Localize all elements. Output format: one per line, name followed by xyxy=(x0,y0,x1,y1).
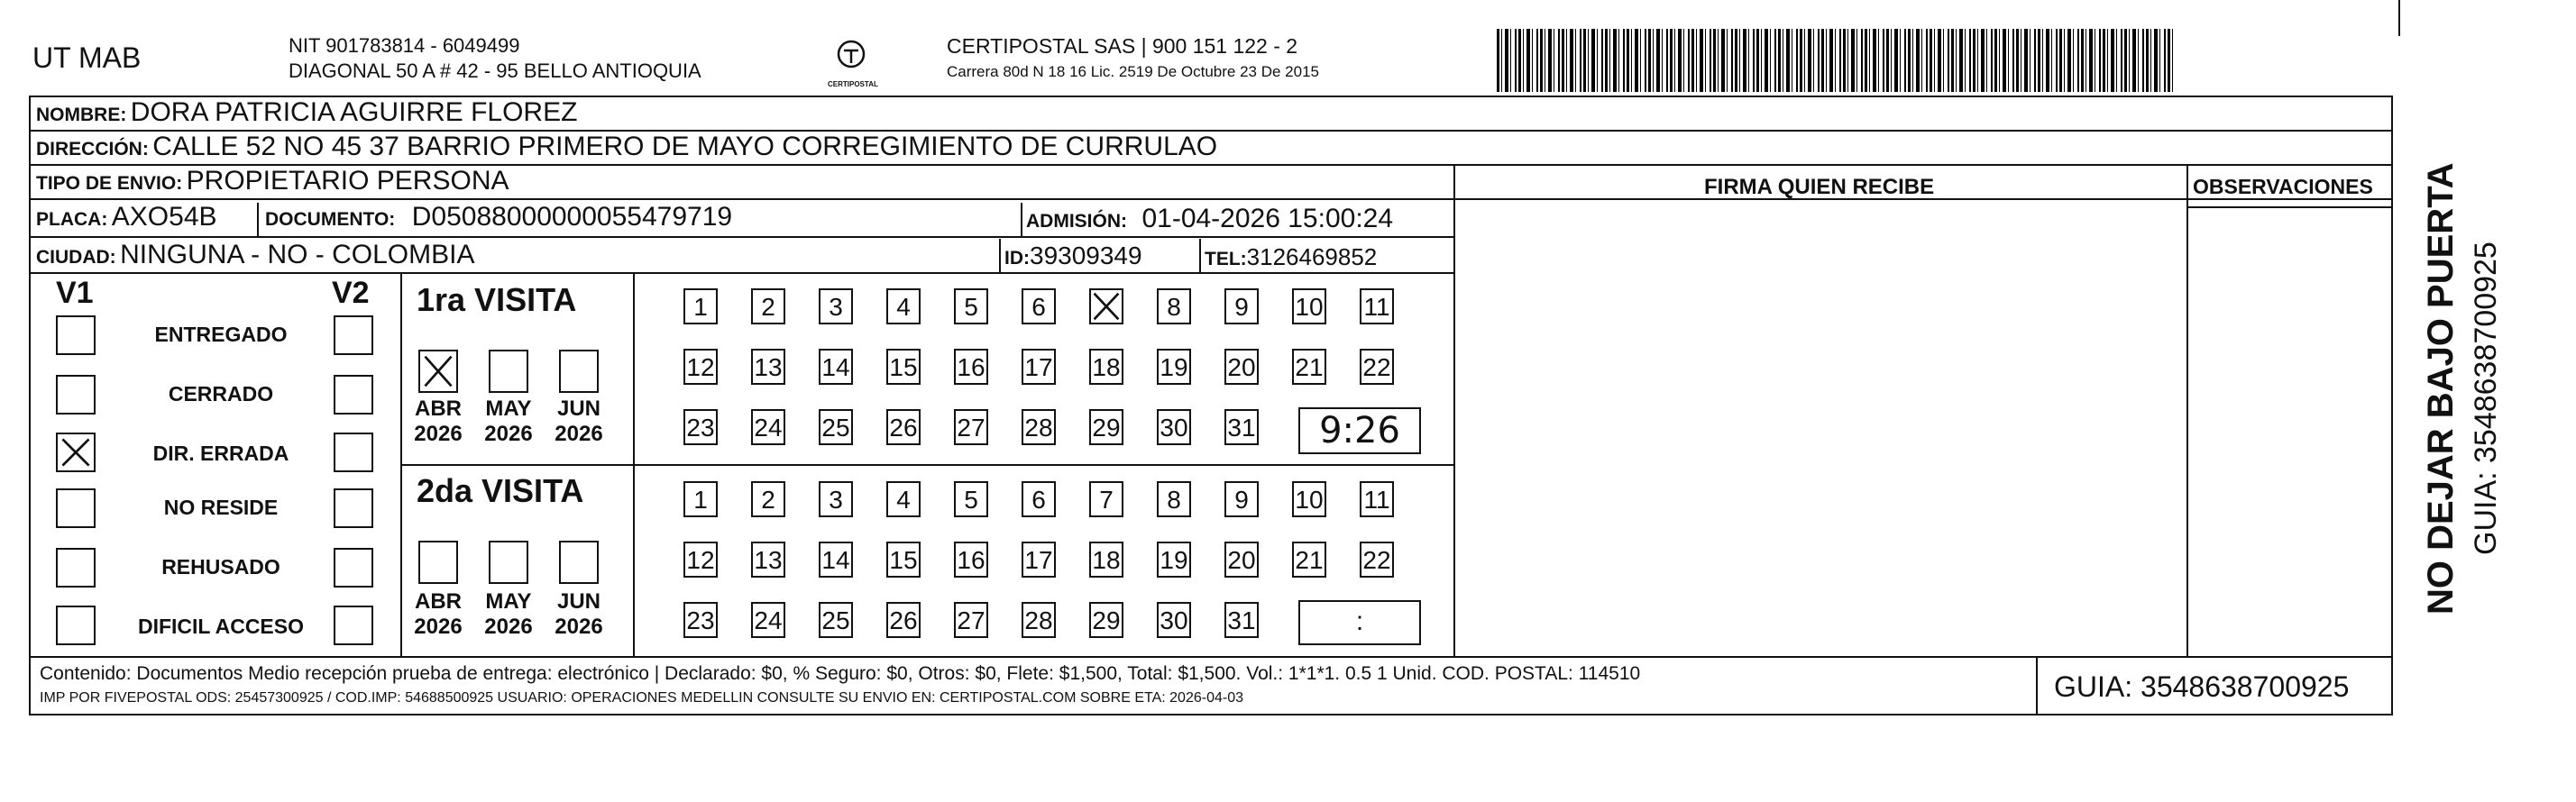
visit2-day-14[interactable]: 14 xyxy=(819,542,853,578)
visit2-month-jun-label: JUN 2026 xyxy=(555,589,603,639)
v1-checkbox-entregado[interactable] xyxy=(56,315,96,355)
v2-checkbox-cerrado[interactable] xyxy=(334,375,373,415)
visit1-day-3[interactable]: 3 xyxy=(819,288,853,324)
v1-checkbox-cerrado[interactable] xyxy=(56,375,96,415)
visit2-day-7[interactable]: 7 xyxy=(1089,481,1123,517)
company-name: CERTIPOSTAL SAS | 900 151 122 - 2 xyxy=(947,34,1298,58)
x-mark-icon xyxy=(1091,290,1122,323)
ciudad-field xyxy=(36,240,474,270)
tel-value: 3126469852 xyxy=(1246,243,1378,270)
status-label-entregado: ENTREGADO xyxy=(154,323,288,346)
visit1-day-11[interactable]: 11 xyxy=(1360,288,1394,324)
visit2-day-4[interactable]: 4 xyxy=(886,481,921,517)
barcode xyxy=(1497,29,2173,92)
direccion-label: DIRECCIÓN: xyxy=(36,139,149,159)
visit2-day-27[interactable]: 27 xyxy=(954,602,988,638)
visit1-day-16[interactable]: 16 xyxy=(954,349,988,385)
visit1-day-15[interactable]: 15 xyxy=(886,349,921,385)
visit2-day-13[interactable]: 13 xyxy=(751,542,785,578)
visit1-day-10[interactable]: 10 xyxy=(1292,288,1326,324)
visit1-day-7[interactable] xyxy=(1089,288,1123,324)
visit1-day-6[interactable]: 6 xyxy=(1022,288,1056,324)
placa-label: PLACA: xyxy=(36,209,108,230)
visit2-title: 2da VISITA xyxy=(417,472,584,509)
visit2-day-2[interactable]: 2 xyxy=(751,481,785,517)
status-label-rehusado: REHUSADO xyxy=(161,555,280,579)
visit2-month-abr-label: ABR 2026 xyxy=(414,589,463,639)
visit2-day-21[interactable]: 21 xyxy=(1292,542,1326,578)
visit1-day-1[interactable]: 1 xyxy=(683,288,718,324)
v1-label: V1 xyxy=(56,276,94,310)
nombre-value: DORA PATRICIA AGUIRRE FLOREZ xyxy=(130,97,578,127)
status-label-no-reside: NO RESIDE xyxy=(163,496,279,519)
visit1-day-8[interactable]: 8 xyxy=(1157,288,1191,324)
placa-field xyxy=(36,202,217,232)
direccion-row xyxy=(36,132,1217,162)
visit2-day-17[interactable]: 17 xyxy=(1022,542,1056,578)
v1-checkbox-dificil-acceso[interactable] xyxy=(56,606,96,645)
admision-label: ADMISIÓN: xyxy=(1026,211,1127,232)
visit1-day-19[interactable]: 19 xyxy=(1157,349,1191,385)
ciudad-label: CIUDAD: xyxy=(36,247,116,268)
visit1-day-2[interactable]: 2 xyxy=(751,288,785,324)
visit2-day-19[interactable]: 19 xyxy=(1157,542,1191,578)
visit2-day-29[interactable]: 29 xyxy=(1089,602,1123,638)
documento-label: DOCUMENTO: xyxy=(265,209,396,230)
tipo-value: PROPIETARIO PERSONA xyxy=(186,166,509,196)
visit2-day-30[interactable]: 30 xyxy=(1157,602,1191,638)
v2-label: V2 xyxy=(332,276,370,310)
admision-value: 01-04-2026 15:00:24 xyxy=(1141,204,1394,233)
visit2-day-25[interactable]: 25 xyxy=(819,602,853,638)
visit1-day-4[interactable]: 4 xyxy=(886,288,921,324)
visit2-day-24[interactable]: 24 xyxy=(751,602,785,638)
admision-field xyxy=(1026,204,1393,234)
footer-print-info: IMP POR FIVEPOSTAL ODS: 25457300925 / COD.IMP: 54688500925 USUARIO: OPERACIONES MEDELLIN CONSULTE SU ENVIO EN: CERTIPOSTAL.COM SOBRE ETA: 2026-04-03 xyxy=(40,690,1243,706)
visit2-month-abr-checkbox[interactable] xyxy=(418,541,458,584)
visit2-day-18[interactable]: 18 xyxy=(1089,542,1123,578)
visit2-day-9[interactable]: 9 xyxy=(1224,481,1259,517)
visit2-day-22[interactable]: 22 xyxy=(1360,542,1394,578)
v2-checkbox-no-reside[interactable] xyxy=(334,488,373,528)
documento-value: D05088000000055479719 xyxy=(411,202,733,232)
nombre-row xyxy=(36,97,577,128)
visit1-month-abr-label: ABR 2026 xyxy=(414,396,463,446)
v2-checkbox-entregado[interactable] xyxy=(334,315,373,355)
visit1-day-28[interactable]: 28 xyxy=(1022,409,1056,445)
v2-checkbox-rehusado[interactable] xyxy=(334,548,373,588)
sender-address: DIAGONAL 50 A # 42 - 95 BELLO ANTIOQUIA xyxy=(289,59,701,82)
visit2-day-26[interactable]: 26 xyxy=(886,602,921,638)
tel-field xyxy=(1205,243,1377,271)
status-label-dificil-acceso: DIFICIL ACCESO xyxy=(137,615,304,638)
visit1-day-14[interactable]: 14 xyxy=(819,349,853,385)
visit1-month-abr-checkbox[interactable] xyxy=(418,350,458,393)
nombre-label: NOMBRE: xyxy=(36,105,127,125)
visit1-day-25[interactable]: 25 xyxy=(819,409,853,445)
x-mark-icon xyxy=(420,351,456,391)
status-label-cerrado: CERRADO xyxy=(168,382,274,406)
visit2-day-8[interactable]: 8 xyxy=(1157,481,1191,517)
visit2-day-12[interactable]: 12 xyxy=(683,542,718,578)
tel-label: TEL: xyxy=(1205,249,1247,269)
visit2-month-may-label: MAY 2026 xyxy=(484,589,533,639)
sender-name: UT MAB xyxy=(32,41,142,74)
logo-text: CERTIPOSTAL xyxy=(828,80,878,88)
direccion-value: CALLE 52 NO 45 37 BARRIO PRIMERO DE MAYO CORREGIMIENTO DE CURRULAO xyxy=(152,132,1218,161)
visit1-day-26[interactable]: 26 xyxy=(886,409,921,445)
visit1-month-jun-label: JUN 2026 xyxy=(555,396,603,446)
visit2-day-6[interactable]: 6 xyxy=(1022,481,1056,517)
observaciones-header: OBSERVACIONES xyxy=(2193,175,2373,198)
documento-field xyxy=(265,202,732,232)
side-guia: GUIA: 3548638700925 xyxy=(2469,242,2503,555)
visit1-title: 1ra VISITA xyxy=(417,281,577,318)
tipo-label: TIPO DE ENVIO: xyxy=(36,173,183,194)
visit1-day-20[interactable]: 20 xyxy=(1224,349,1259,385)
v1-checkbox-no-reside[interactable] xyxy=(56,488,96,528)
visit1-month-may-checkbox[interactable] xyxy=(489,350,528,393)
footer-guia: GUIA: 3548638700925 xyxy=(2054,670,2350,703)
status-label-dir-errada: DIR. ERRADA xyxy=(152,442,289,465)
visit2-day-11[interactable]: 11 xyxy=(1360,481,1394,517)
visit2-month-may-checkbox[interactable] xyxy=(489,541,528,584)
visit1-day-21[interactable]: 21 xyxy=(1292,349,1326,385)
v2-checkbox-dificil-acceso[interactable] xyxy=(334,606,373,645)
visit1-day-29[interactable]: 29 xyxy=(1089,409,1123,445)
company-address: Carrera 80d N 18 16 Lic. 2519 De Octubre 23 De 2015 xyxy=(947,63,1319,80)
visit2-day-20[interactable]: 20 xyxy=(1224,542,1259,578)
v2-checkbox-dir-errada[interactable] xyxy=(334,433,373,472)
x-mark-icon xyxy=(58,434,94,470)
visit1-day-13[interactable]: 13 xyxy=(751,349,785,385)
tipo-row xyxy=(36,166,509,196)
visit2-day-23[interactable]: 23 xyxy=(683,602,718,638)
side-warning: NO DEJAR BAJO PUERTA xyxy=(2421,162,2461,615)
visit1-month-may-label: MAY 2026 xyxy=(484,396,533,446)
ciudad-value: NINGUNA - NO - COLOMBIA xyxy=(120,240,475,269)
visit1-day-5[interactable]: 5 xyxy=(954,288,988,324)
visit1-day-30[interactable]: 30 xyxy=(1157,409,1191,445)
visit1-day-22[interactable]: 22 xyxy=(1360,349,1394,385)
visit1-day-24[interactable]: 24 xyxy=(751,409,785,445)
visit2-day-3[interactable]: 3 xyxy=(819,481,853,517)
placa-value: AXO54B xyxy=(111,202,217,232)
visit2-day-28[interactable]: 28 xyxy=(1022,602,1056,638)
visit2-day-31[interactable]: 31 xyxy=(1224,602,1259,638)
visit1-day-17[interactable]: 17 xyxy=(1022,349,1056,385)
visit2-day-16[interactable]: 16 xyxy=(954,542,988,578)
visit1-day-12[interactable]: 12 xyxy=(683,349,718,385)
v1-checkbox-rehusado[interactable] xyxy=(56,548,96,588)
visit2-day-15[interactable]: 15 xyxy=(886,542,921,578)
id-label: ID: xyxy=(1004,248,1030,269)
firma-header: FIRMA QUIEN RECIBE xyxy=(1704,175,1935,199)
visit2-time[interactable]: : xyxy=(1298,600,1421,645)
footer-contents: Contenido: Documentos Medio recepción prueba de entrega: electrónico | Declarado: $0, % Seguro: $0, Otros: $0, Flete: $1,500, Total: $1,500. Vol.: 1*1*1. 0.5 1 Unid. COD. POSTAL: 114510 xyxy=(40,663,1641,684)
sender-nit: NIT 901783814 - 6049499 xyxy=(289,34,520,57)
visit2-day-1[interactable]: 1 xyxy=(683,481,718,517)
visit2-day-5[interactable]: 5 xyxy=(954,481,988,517)
visit1-day-31[interactable]: 31 xyxy=(1224,409,1259,445)
visit1-day-9[interactable]: 9 xyxy=(1224,288,1259,324)
visit2-day-10[interactable]: 10 xyxy=(1292,481,1326,517)
certipostal-logo xyxy=(828,36,878,88)
visit2-month-jun-checkbox[interactable] xyxy=(559,541,599,584)
id-value: 39309349 xyxy=(1030,242,1142,269)
v1-checkbox-dir-errada[interactable] xyxy=(56,433,96,472)
id-field xyxy=(1004,242,1142,270)
visit1-time[interactable]: 9:26 xyxy=(1298,407,1421,454)
visit1-day-27[interactable]: 27 xyxy=(954,409,988,445)
visit1-day-18[interactable]: 18 xyxy=(1089,349,1123,385)
visit1-month-jun-checkbox[interactable] xyxy=(559,350,599,393)
visit1-day-23[interactable]: 23 xyxy=(683,409,718,445)
